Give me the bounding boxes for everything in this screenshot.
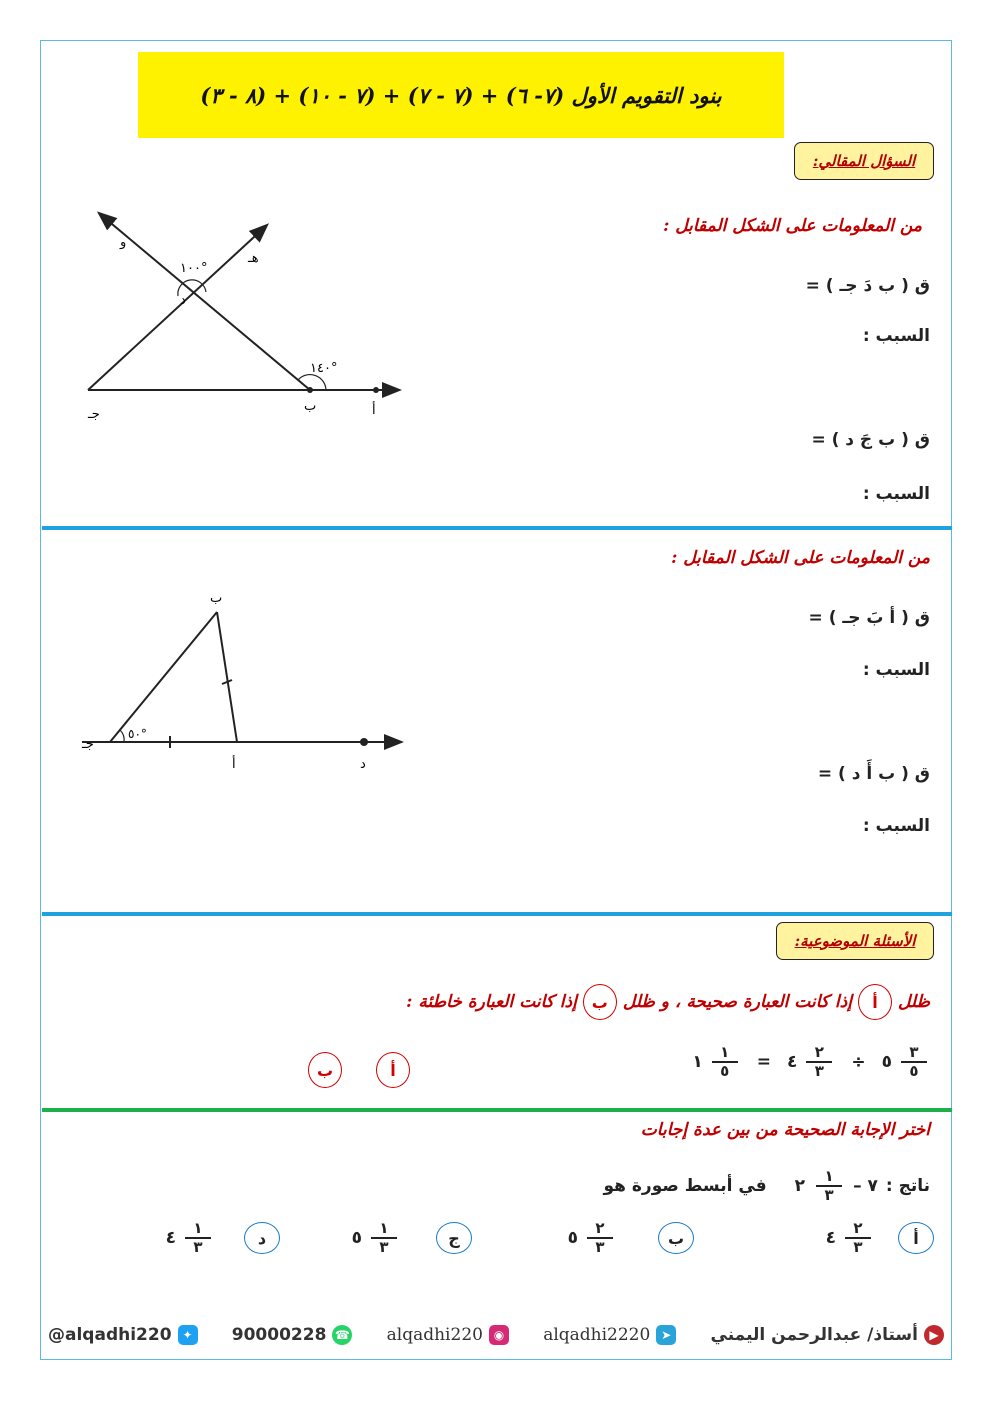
line-b-w: [100, 214, 310, 390]
option-b[interactable]: ب $\frac{٢}{٣}$ ٥: [568, 1220, 694, 1256]
footer-telegram[interactable]: alqadhi2220 ➤: [543, 1325, 676, 1345]
line-j-h: [88, 226, 266, 390]
telegram-icon: ➤: [656, 1325, 676, 1345]
fraction-1: $\frac{٣}{٥}$: [901, 1044, 927, 1080]
label-h: هـ: [248, 251, 259, 266]
section2-q2: ق ( ب أَ د ) =: [817, 764, 930, 784]
label-j2: جـ: [82, 737, 94, 752]
label-a: أ: [372, 403, 376, 418]
section1-prompt: من المعلومات على الشكل المقابل :: [663, 216, 922, 236]
label-w: و: [120, 235, 127, 250]
mark-false-icon: ب: [583, 984, 617, 1020]
title-banner: [138, 52, 784, 138]
point-b: [307, 387, 313, 393]
section1-q1-reason: السبب :: [862, 326, 930, 346]
objective-questions-tag: الأسئلة الموضوعية:: [776, 922, 934, 960]
point-d: [360, 738, 368, 746]
option-a[interactable]: أ $\frac{٢}{٣}$ ٤: [826, 1220, 934, 1256]
label-b2: ب: [210, 591, 223, 606]
footer-whatsapp[interactable]: 90000228 ☎: [232, 1325, 353, 1345]
label-angle-50: ٥٠°: [128, 727, 147, 741]
fraction-2: $\frac{٢}{٣}$: [806, 1044, 832, 1080]
section2-q1: ق ( أ بَ جـ ) =: [808, 608, 930, 628]
separator-green: [42, 1108, 952, 1112]
label-d: د: [180, 293, 186, 308]
label-angle-100: ١٠٠°: [180, 261, 208, 276]
figure-intersecting-lines: [70, 200, 430, 430]
section2-q1-reason: السبب :: [862, 660, 930, 680]
answer-true-option[interactable]: أ: [376, 1052, 410, 1088]
separator-blue-2: [42, 912, 952, 916]
page-title: بنود التقويم الأول (٧- ٦) + (٧ - ٧) + (٧ - ١٠) + (٨ - ٣): [200, 82, 722, 108]
section1-q2: ق ( ب جَ د ) =: [811, 430, 930, 450]
mcq-question: ناتج : ٧ – $\frac{١}{٣}$ ٢ في أبسط صورة هو: [603, 1167, 930, 1204]
label-b: ب: [304, 399, 317, 414]
section2-prompt: من المعلومات على الشكل المقابل :: [671, 548, 930, 568]
mcq-heading: اختر الإجابة الصحيحة من بين عدة إجابات: [640, 1120, 930, 1140]
essay-question-tag: السؤال المقالي:: [794, 142, 934, 180]
side-jb: [110, 612, 217, 742]
tf-instruction: ظلل أ إذا كانت العبارة صحيحة ، و ظلل ب إذا كانت العبارة خاطئة :: [406, 984, 930, 1020]
footer-teacher[interactable]: ▶ أستاذ/ عبدالرحمن اليمني: [711, 1325, 944, 1345]
youtube-icon: ▶: [924, 1325, 944, 1345]
question-fraction: $\frac{١}{٣}$: [816, 1168, 842, 1204]
section2-q2-reason: السبب :: [862, 816, 930, 836]
figure-triangle: [72, 584, 412, 774]
option-d[interactable]: د $\frac{١}{٣}$ ٤: [166, 1220, 280, 1256]
label-d2: د: [360, 757, 366, 772]
label-j: جـ: [88, 407, 100, 422]
footer-twitter[interactable]: @alqadhi220 ✦: [48, 1325, 198, 1345]
fraction-3: $\frac{١}{٥}$: [712, 1044, 738, 1080]
label-a2: أ: [232, 757, 236, 772]
section1-q2-reason: السبب :: [862, 484, 930, 504]
side-ba: [217, 612, 237, 742]
instagram-icon: ◉: [489, 1325, 509, 1345]
footer-instagram[interactable]: alqadhi220 ◉: [387, 1325, 509, 1345]
whatsapp-icon: ☎: [332, 1325, 352, 1345]
tf-statement: $\frac{٣}{٥}$ ٥ ÷ $\frac{٢}{٣}$ ٤ = $\frac{١}{٥}$ ١: [692, 1044, 930, 1080]
separator-blue-1: [42, 526, 952, 530]
mark-true-icon: أ: [858, 984, 892, 1020]
footer: [48, 1318, 944, 1352]
answer-false-option[interactable]: ب: [308, 1052, 342, 1088]
option-c[interactable]: ج $\frac{١}{٣}$ ٥: [352, 1220, 472, 1256]
section1-q1: ق ( ب دَ جـ ) =: [805, 276, 930, 296]
angle-arc-50: [120, 730, 124, 742]
label-angle-140: ١٤٠°: [310, 361, 338, 376]
twitter-icon: ✦: [178, 1325, 198, 1345]
point-a: [373, 387, 379, 393]
